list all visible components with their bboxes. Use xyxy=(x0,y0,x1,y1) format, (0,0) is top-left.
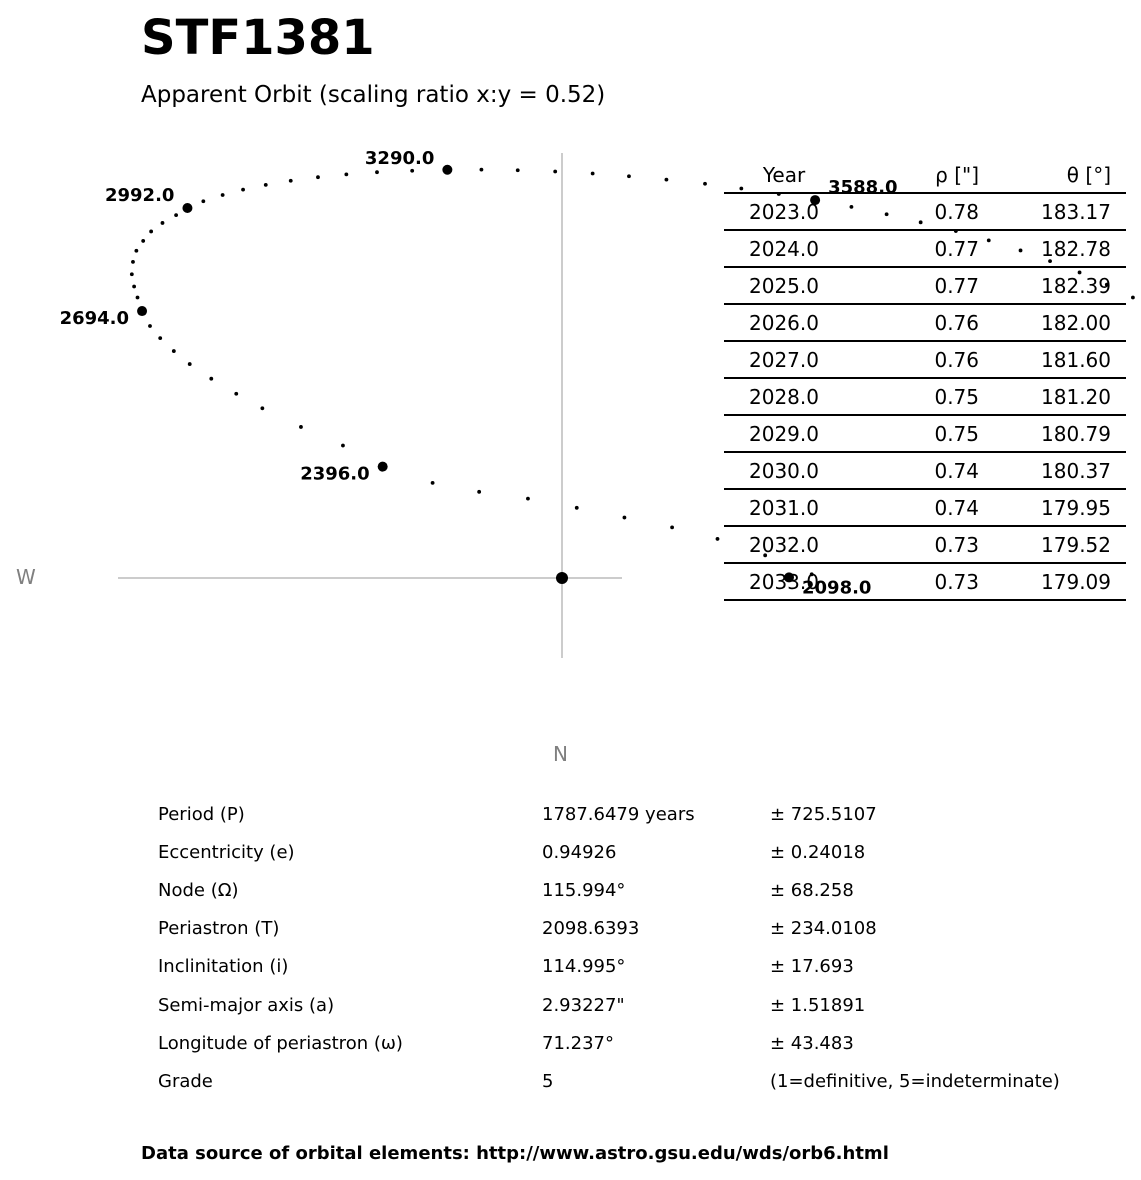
table-row xyxy=(724,267,1126,304)
rho-cell: 0.76 xyxy=(844,341,994,378)
epoch-label: 2992.0 xyxy=(104,184,175,206)
theta-cell: 182.78 xyxy=(994,230,1126,267)
element-value: 115.994° xyxy=(542,879,626,901)
orbit-point xyxy=(344,173,348,177)
orbit-point xyxy=(209,377,213,381)
orbit-point xyxy=(665,178,669,182)
element-name: Period (P) xyxy=(158,803,245,825)
theta-cell: 180.37 xyxy=(994,452,1126,489)
table-row xyxy=(724,563,1126,600)
orbit-point xyxy=(289,179,293,183)
table-row xyxy=(724,489,1126,526)
header-rho: ρ ["] xyxy=(844,158,994,193)
orbit-point xyxy=(299,425,303,429)
orbit-point xyxy=(716,537,720,541)
element-value: 5 xyxy=(542,1070,554,1092)
orbit-point xyxy=(201,199,205,203)
year-cell: 2032.0 xyxy=(724,526,844,563)
year-cell: 2031.0 xyxy=(724,489,844,526)
element-name: Periastron (T) xyxy=(158,918,280,940)
data-source-footer: Data source of orbital elements: http://www.astro.gsu.edu/wds/orb6.html xyxy=(141,1143,889,1164)
table-row xyxy=(724,341,1126,378)
orbit-point xyxy=(148,324,152,328)
element-value: 0.94926 xyxy=(542,841,617,863)
table-row xyxy=(724,230,1126,267)
epoch-marker xyxy=(442,165,452,175)
rho-cell: 0.74 xyxy=(844,452,994,489)
element-error: ± 43.483 xyxy=(770,1032,854,1054)
orbit-point xyxy=(260,406,264,410)
table-row xyxy=(724,415,1126,452)
table-row xyxy=(724,304,1126,341)
rho-cell: 0.75 xyxy=(844,378,994,415)
orbit-point xyxy=(130,272,134,276)
rho-cell: 0.76 xyxy=(844,304,994,341)
orbit-point xyxy=(132,285,136,289)
element-row xyxy=(150,833,1068,871)
header-year: Year xyxy=(724,158,844,193)
orbit-point xyxy=(591,172,595,176)
element-row xyxy=(150,910,1068,948)
element-row xyxy=(150,948,1068,986)
orbit-point xyxy=(161,221,165,225)
table-row xyxy=(724,526,1126,563)
element-name: Eccentricity (e) xyxy=(158,841,295,863)
table-row xyxy=(724,193,1126,230)
orbit-point xyxy=(575,506,579,510)
year-cell: 2023.0 xyxy=(724,193,844,230)
rho-cell: 0.73 xyxy=(844,563,994,600)
element-name: Inclinitation (i) xyxy=(158,956,289,978)
epoch-marker xyxy=(137,306,147,316)
epoch-label: 2694.0 xyxy=(59,308,130,330)
header-theta: θ [°] xyxy=(994,158,1126,193)
element-error: ± 17.693 xyxy=(770,956,854,978)
element-value: 1787.6479 years xyxy=(542,803,695,825)
orbit-point xyxy=(1131,296,1135,300)
orbit-point xyxy=(410,169,414,173)
theta-cell: 179.52 xyxy=(994,526,1126,563)
orbit-point xyxy=(134,249,138,253)
epoch-label: 3290.0 xyxy=(364,147,435,169)
year-cell: 2033.0 xyxy=(724,563,844,600)
chart-title: STF1381 xyxy=(141,10,375,66)
primary-star-marker xyxy=(556,572,568,584)
orbit-point xyxy=(477,490,481,494)
rho-cell: 0.77 xyxy=(844,267,994,304)
epoch-marker xyxy=(378,462,388,472)
orbit-point xyxy=(670,525,674,529)
theta-cell: 181.60 xyxy=(994,341,1126,378)
year-cell: 2026.0 xyxy=(724,304,844,341)
element-error: ± 0.24018 xyxy=(770,841,866,863)
epoch-label: 2098.0 xyxy=(802,577,872,599)
element-name: Semi-major axis (a) xyxy=(158,994,335,1016)
orbit-point xyxy=(234,392,238,396)
rho-cell: 0.77 xyxy=(844,230,994,267)
theta-cell: 182.39 xyxy=(994,267,1126,304)
year-cell: 2030.0 xyxy=(724,452,844,489)
table-row xyxy=(724,452,1126,489)
element-error: ± 1.51891 xyxy=(770,994,866,1016)
orbit-point xyxy=(341,444,345,448)
orbit-point xyxy=(553,170,557,174)
year-cell: 2028.0 xyxy=(724,378,844,415)
year-cell: 2027.0 xyxy=(724,341,844,378)
orbit-point xyxy=(516,168,520,172)
theta-cell: 179.09 xyxy=(994,563,1126,600)
rho-cell: 0.73 xyxy=(844,526,994,563)
orbit-point xyxy=(131,260,135,264)
orbit-point xyxy=(526,497,530,501)
element-row xyxy=(150,1024,1068,1062)
orbit-point xyxy=(188,362,192,366)
orbit-point xyxy=(375,170,379,174)
orbit-point xyxy=(627,174,631,178)
epoch-marker xyxy=(182,203,192,213)
element-value: 2098.6393 xyxy=(542,918,640,940)
orbit-point xyxy=(241,188,245,192)
element-error: ± 725.5107 xyxy=(770,803,877,825)
orbit-point xyxy=(149,230,153,234)
theta-cell: 180.79 xyxy=(994,415,1126,452)
element-row xyxy=(150,871,1068,909)
west-axis-label: W xyxy=(16,565,36,589)
orbit-point xyxy=(316,175,320,179)
table-row xyxy=(724,378,1126,415)
orbit-point xyxy=(480,168,484,172)
rho-cell: 0.78 xyxy=(844,193,994,230)
element-error: (1=definitive, 5=indeterminate) xyxy=(770,1070,1060,1092)
element-row xyxy=(150,795,1068,833)
element-value: 2.93227" xyxy=(542,994,625,1016)
theta-cell: 179.95 xyxy=(994,489,1126,526)
theta-cell: 181.20 xyxy=(994,378,1126,415)
orbit-point xyxy=(141,239,145,243)
element-row xyxy=(150,1062,1068,1100)
element-name: Longitude of periastron (ω) xyxy=(158,1032,403,1054)
year-cell: 2029.0 xyxy=(724,415,844,452)
element-row xyxy=(150,986,1068,1024)
year-cell: 2024.0 xyxy=(724,230,844,267)
element-value: 114.995° xyxy=(542,956,626,978)
north-axis-label: N xyxy=(553,742,568,766)
orbital-elements-table xyxy=(150,795,1068,1101)
ephemeris-table xyxy=(724,158,1126,601)
rho-cell: 0.75 xyxy=(844,415,994,452)
orbit-point xyxy=(136,296,140,300)
orbit-point xyxy=(431,481,435,485)
chart-subtitle: Apparent Orbit (scaling ratio x:y = 0.52) xyxy=(141,82,606,108)
element-name: Node (Ω) xyxy=(158,879,239,901)
orbit-point xyxy=(174,213,178,217)
epoch-label: 2396.0 xyxy=(300,463,370,485)
element-error: ± 234.0108 xyxy=(770,918,877,940)
ephemeris-header-row xyxy=(724,158,1126,193)
orbit-point xyxy=(623,516,627,520)
rho-cell: 0.74 xyxy=(844,489,994,526)
orbit-point xyxy=(221,193,225,197)
orbit-point xyxy=(264,183,268,187)
year-cell: 2025.0 xyxy=(724,267,844,304)
theta-cell: 182.00 xyxy=(994,304,1126,341)
theta-cell: 183.17 xyxy=(994,193,1126,230)
epoch-label: 3588.0 xyxy=(828,177,898,199)
element-value: 71.237° xyxy=(542,1032,614,1054)
orbit-point xyxy=(703,182,707,186)
element-error: ± 68.258 xyxy=(770,879,854,901)
orbit-point xyxy=(158,336,162,340)
orbit-point xyxy=(172,349,176,353)
element-name: Grade xyxy=(158,1070,213,1092)
